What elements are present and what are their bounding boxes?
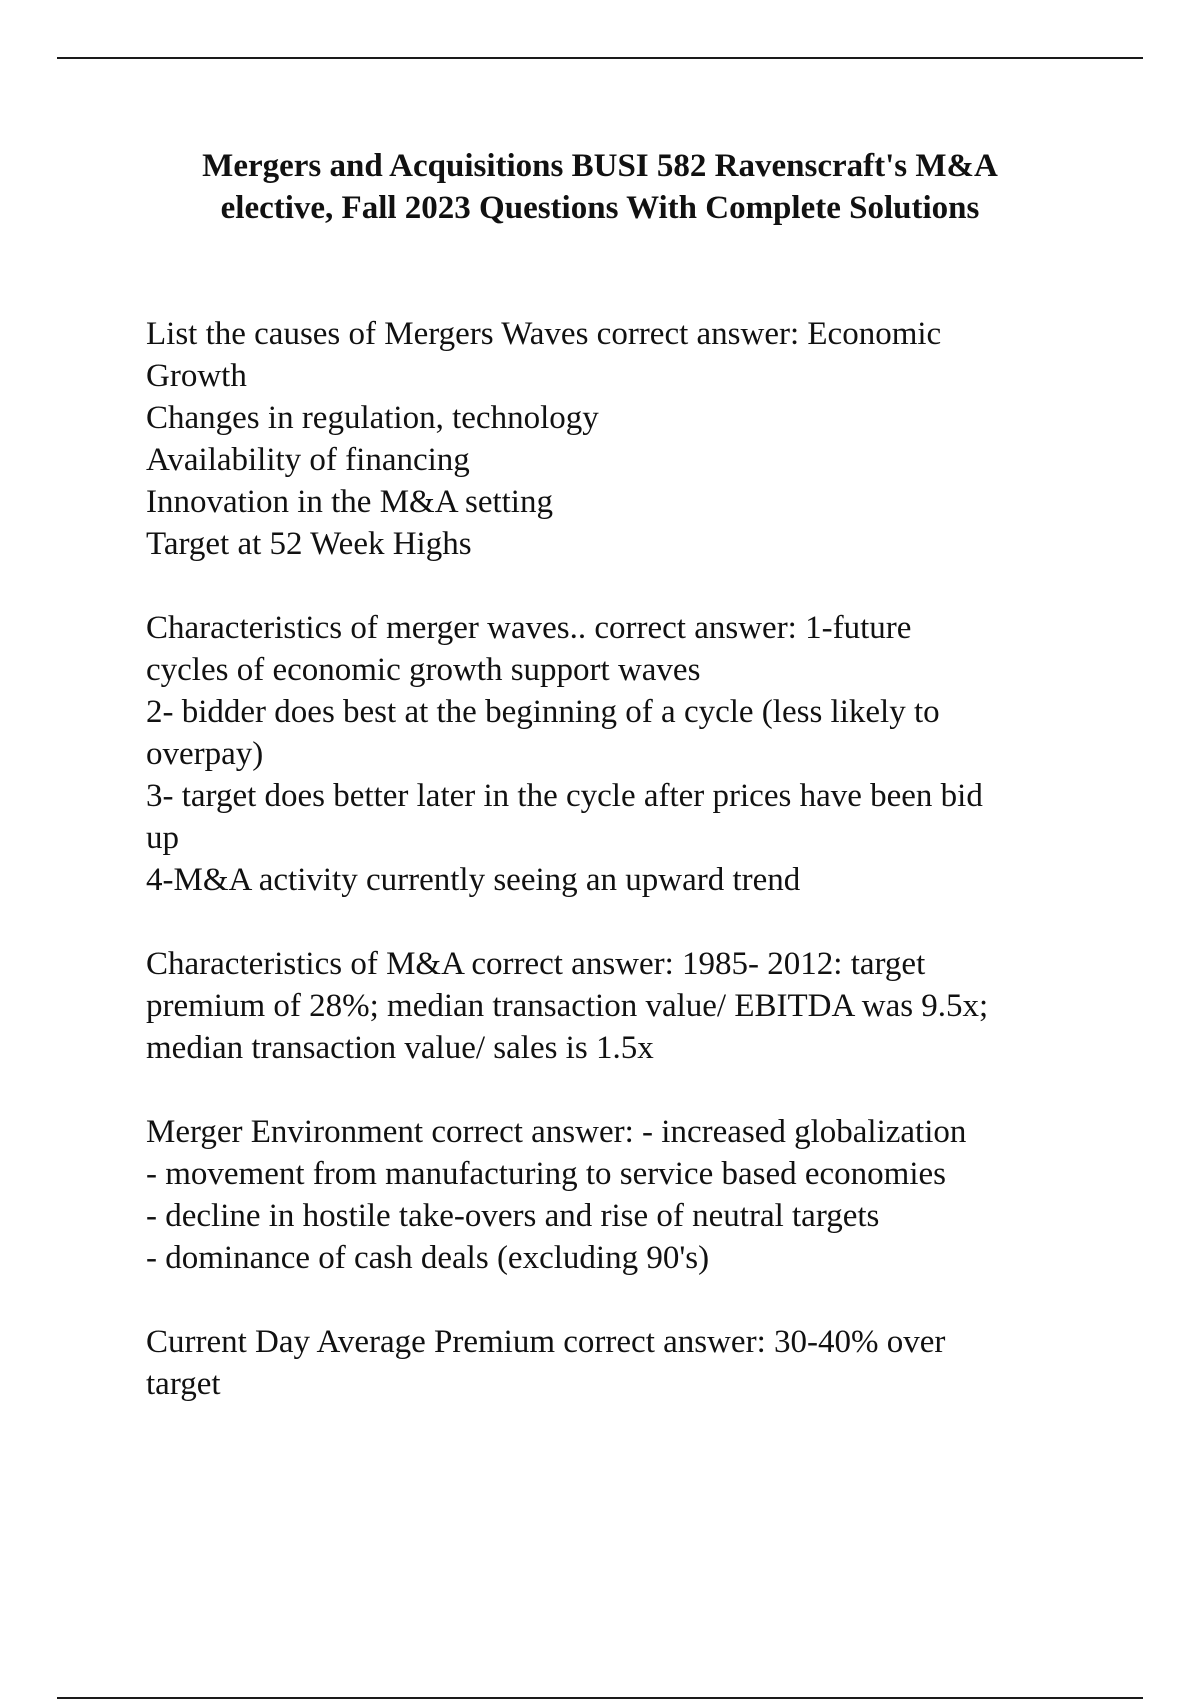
text-line: target xyxy=(146,1366,221,1402)
qa-block-merger-environment xyxy=(146,1111,1146,1279)
text-line: premium of 28%; median transaction value/ EBITDA was 9.5x; xyxy=(146,988,989,1024)
text-line: cycles of economic growth support waves xyxy=(146,652,701,688)
text-line: Innovation in the M&A setting xyxy=(146,484,553,520)
text-line: Characteristics of M&A correct answer: 1985- 2012: target xyxy=(146,946,926,982)
text-line: overpay) xyxy=(146,736,264,772)
document-title xyxy=(100,145,1100,229)
text-line: median transaction value/ sales is 1.5x xyxy=(146,1030,654,1066)
text-line: Target at 52 Week Highs xyxy=(146,526,472,562)
title-line-2: elective, Fall 2023 Questions With Complete Solutions xyxy=(220,190,980,226)
title-line-1: Mergers and Acquisitions BUSI 582 Ravenscraft's M&A xyxy=(202,148,998,184)
qa-block-average-premium xyxy=(146,1321,1146,1405)
qa-block-merger-wave-causes xyxy=(146,313,1146,565)
text-line: - decline in hostile take-overs and rise of neutral targets xyxy=(146,1198,880,1234)
text-line: - dominance of cash deals (excluding 90's) xyxy=(146,1240,710,1276)
text-line: 3- target does better later in the cycle after prices have been bid xyxy=(146,778,983,814)
qa-content xyxy=(146,313,1146,1447)
qa-block-ma-characteristics xyxy=(146,943,1146,1069)
text-line: Current Day Average Premium correct answer: 30-40% over xyxy=(146,1324,946,1360)
text-line: Characteristics of merger waves.. correct answer: 1-future xyxy=(146,610,912,646)
top-rule xyxy=(57,57,1143,59)
text-line: 4-M&A activity currently seeing an upward trend xyxy=(146,862,801,898)
text-line: up xyxy=(146,820,179,856)
qa-block-merger-wave-characteristics xyxy=(146,607,1146,901)
text-line: Availability of financing xyxy=(146,442,470,478)
text-line: 2- bidder does best at the beginning of a cycle (less likely to xyxy=(146,694,940,730)
bottom-rule xyxy=(57,1697,1143,1699)
text-line: List the causes of Mergers Waves correct answer: Economic xyxy=(146,316,942,352)
text-line: Merger Environment correct answer: - increased globalization xyxy=(146,1114,967,1150)
text-line: Growth xyxy=(146,358,247,394)
text-line: Changes in regulation, technology xyxy=(146,400,599,436)
text-line: - movement from manufacturing to service based economies xyxy=(146,1156,946,1192)
